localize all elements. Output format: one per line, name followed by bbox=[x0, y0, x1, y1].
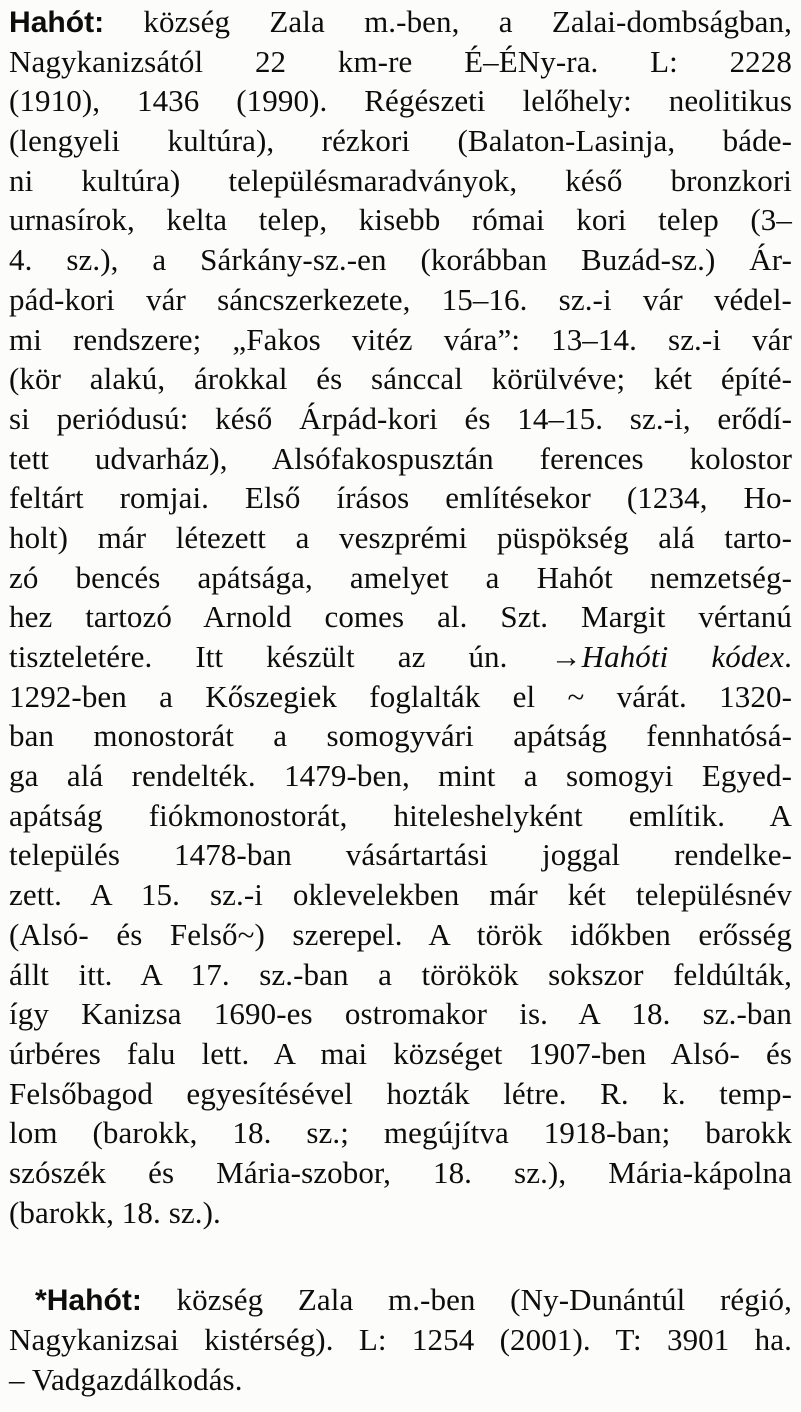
text-line bbox=[9, 1113, 792, 1153]
text-run: tiszteletére. Itt készült az ún. bbox=[9, 639, 551, 674]
text-line bbox=[9, 915, 792, 955]
text-run: ga alá rendelték. 1479-ben, mint a somogyi Egyed- bbox=[9, 758, 792, 794]
text-run: Nagykanizsától 22 km-re É–ÉNy-ra. L: 2228 bbox=[9, 43, 792, 79]
text-run: tett udvarház), Alsófakospusztán ferences kolostor bbox=[9, 440, 792, 476]
text-run: lom (barokk, 18. sz.; megújítva 1918-ban; barokk bbox=[9, 1115, 792, 1151]
text-run: (lengyeli kultúra), rézkori (Balaton-Lasinja, báde- bbox=[9, 123, 792, 159]
text-line bbox=[9, 121, 792, 161]
text-line bbox=[9, 359, 792, 399]
text-line bbox=[9, 677, 792, 717]
text-run: apátság fiókmonostorát, hiteleshelyként említik. A bbox=[9, 797, 792, 833]
text-run: (kör alakú, árokkal és sánccal körülvéve; két építé- bbox=[9, 361, 792, 397]
text-run: urnasírok, kelta telep, kisebb római kori telep (3– bbox=[9, 202, 792, 238]
entry-headword: *Hahót: bbox=[35, 1284, 142, 1318]
text-line bbox=[9, 439, 792, 479]
text-line bbox=[9, 200, 792, 240]
text-run: zett. A 15. sz.-i oklevelekben már két településnév bbox=[9, 877, 792, 913]
text-line bbox=[9, 240, 792, 280]
text-line bbox=[9, 2, 792, 42]
text-line bbox=[9, 835, 792, 875]
text-run: – Vadgazdálkodás. bbox=[9, 1361, 243, 1397]
text-run: feltárt romjai. Első írásos említésekor (1234, Ho- bbox=[9, 480, 792, 516]
text-run: si periódusú: késő Árpád-kori és 14–15. sz.-i, erődí- bbox=[9, 400, 792, 436]
entry-secondary bbox=[9, 1280, 792, 1399]
text-run: (Alsó- és Felső~) szerepel. A török időkben erősség bbox=[9, 916, 792, 952]
text-run: zó bencés apátsága, amelyet a Hahót nemzetség- bbox=[9, 559, 792, 595]
text-line bbox=[9, 597, 792, 637]
text-run: . bbox=[784, 639, 792, 674]
text-line bbox=[9, 42, 792, 82]
text-line bbox=[9, 756, 792, 796]
text-line bbox=[9, 796, 792, 836]
text-line bbox=[9, 161, 792, 201]
text-line bbox=[9, 1034, 792, 1074]
text-line bbox=[9, 320, 792, 360]
text-run: (1910), 1436 (1990). Régészeti lelőhely: neolitikus bbox=[9, 83, 792, 119]
text-run: szószék és Mária-szobor, 18. sz.), Mária-kápolna bbox=[9, 1154, 792, 1190]
text-run: 4. sz.), a Sárkány-sz.-en (korábban Buzád-sz.) Ár- bbox=[9, 242, 792, 278]
text-line bbox=[9, 716, 792, 756]
text-run: pád-kori vár sáncszerkezete, 15–16. sz.-i vár védel- bbox=[9, 281, 792, 317]
text-line bbox=[9, 955, 792, 995]
text-run: 1292-ben a Kőszegiek foglalták el ~ várát. 1320- bbox=[9, 678, 792, 714]
text-line bbox=[9, 637, 792, 677]
text-line bbox=[9, 994, 792, 1034]
text-run: így Kanizsa 1690-es ostromakor is. A 18. sz.-ban bbox=[9, 996, 792, 1032]
text-line bbox=[9, 1153, 792, 1193]
text-run: Felsőbagod egyesítésével hozták létre. R. k. temp- bbox=[9, 1075, 792, 1111]
text-line bbox=[9, 1280, 792, 1320]
text-line bbox=[9, 1074, 792, 1114]
referenced-title: Hahóti kódex bbox=[581, 639, 785, 674]
text-line bbox=[9, 518, 792, 558]
text-line bbox=[9, 280, 792, 320]
text-run: Nagykanizsai kistérség). L: 1254 (2001). T: 3901 ha. bbox=[9, 1322, 792, 1357]
text-run: község Zala m.-ben, a Zalai-dombságban, bbox=[104, 4, 792, 39]
text-line bbox=[9, 1320, 792, 1360]
text-run: állt itt. A 17. sz.-ban a törökök sokszor feldúlták, bbox=[9, 956, 792, 992]
entry-headword: Hahót: bbox=[9, 6, 105, 39]
text-line bbox=[9, 558, 792, 598]
text-line bbox=[9, 399, 792, 439]
text-line bbox=[9, 1360, 792, 1400]
text-run: úrbéres falu lett. A mai községet 1907-ben Alsó- és bbox=[9, 1035, 792, 1071]
text-column bbox=[9, 2, 792, 1399]
text-run: mi rendszere; „Fakos vitéz vára”: 13–14. sz.-i vár bbox=[9, 321, 792, 357]
text-run: település 1478-ban vásártartási joggal rendelke- bbox=[9, 837, 792, 873]
text-line bbox=[9, 1193, 792, 1233]
text-run: (barokk, 18. sz.). bbox=[9, 1194, 221, 1230]
text-line bbox=[9, 81, 792, 121]
text-run: holt) már létezett a veszprémi püspökség alá tarto- bbox=[9, 519, 792, 555]
entry-primary bbox=[9, 2, 792, 1232]
text-run: ni kultúra) településmaradványok, késő bronzkori bbox=[9, 162, 792, 198]
text-line bbox=[9, 875, 792, 915]
text-run: község Zala m.-ben (Ny-Dunántúl régió, bbox=[141, 1282, 792, 1318]
cross-reference-arrow-icon: → bbox=[550, 639, 582, 674]
text-line bbox=[9, 478, 792, 518]
text-run: ban monostorát a somogyvári apátság fennhatósá- bbox=[9, 718, 792, 754]
text-run: hez tartozó Arnold comes al. Szt. Margit vértanú bbox=[9, 599, 792, 635]
